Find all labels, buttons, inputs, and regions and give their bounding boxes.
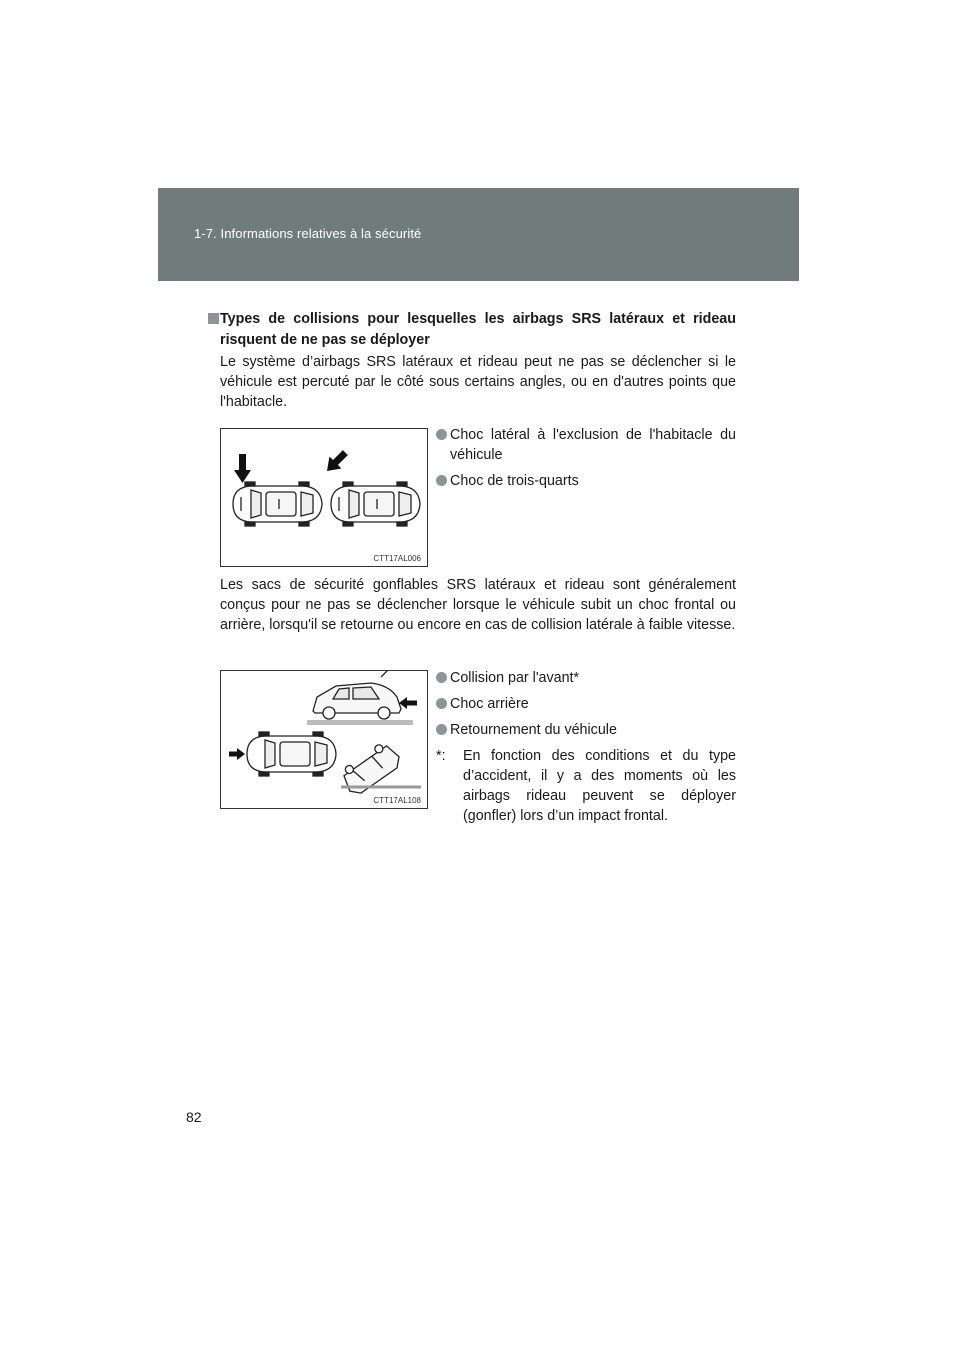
impact-arrow-icon bbox=[229, 748, 245, 760]
ground-strip bbox=[307, 720, 413, 725]
list-item: Choc arrière bbox=[436, 694, 736, 714]
square-bullet-icon bbox=[208, 313, 219, 324]
section-heading-text: Types de collisions pour lesquelles les airbags SRS latéraux et rideau risquent de ne pas se déployer bbox=[220, 311, 736, 348]
section-title: 1-7. Informations relatives à la sécurité bbox=[194, 226, 422, 241]
impact-arrow-icon bbox=[399, 697, 417, 709]
second-paragraph: Les sacs de sécurité gonflables SRS latéraux et rideau sont généralement conçus pour ne pas se déclencher lorsque le véhicule subit un choc frontal ou arrière, lorsqu'il se retourne ou encore en cas de collision latérale à faible vitesse. bbox=[220, 577, 736, 633]
page-number: 82 bbox=[186, 1109, 202, 1125]
footnote-mark: *: bbox=[436, 748, 446, 764]
figure-side-impact bbox=[220, 428, 428, 567]
round-bullet-icon bbox=[436, 672, 447, 683]
car-top-view-icon bbox=[331, 482, 420, 526]
round-bullet-icon bbox=[436, 724, 447, 735]
section-heading bbox=[208, 309, 736, 351]
footnote-text: En fonction des conditions et du type d’accident, il y a des moments où les airbags rideau peuvent se déployer (gonfler) lors d’un impact frontal. bbox=[463, 748, 736, 824]
list-item: Collision par l'avant* bbox=[436, 668, 736, 688]
footnote bbox=[436, 746, 736, 826]
figure-code: CTT17AL006 bbox=[373, 554, 421, 563]
bullet-list-1 bbox=[436, 425, 736, 497]
car-top-view-icon bbox=[247, 732, 336, 776]
side-impact-illustration bbox=[221, 429, 427, 566]
car-side-view-icon bbox=[313, 671, 401, 719]
round-bullet-icon bbox=[436, 429, 447, 440]
impact-arrow-icon bbox=[234, 454, 251, 483]
bullet-list-2 bbox=[436, 668, 736, 826]
round-bullet-icon bbox=[436, 475, 447, 486]
figure-non-deployment-cases bbox=[220, 670, 428, 809]
section-header-band bbox=[158, 188, 799, 281]
impact-arrow-icon bbox=[321, 447, 351, 477]
non-deployment-illustration bbox=[221, 671, 427, 808]
list-item: Choc latéral à l'exclusion de l'habitacle du véhicule bbox=[436, 425, 736, 465]
car-rollover-icon bbox=[337, 739, 403, 798]
car-top-view-icon bbox=[233, 482, 322, 526]
list-item: Choc de trois-quarts bbox=[436, 471, 736, 491]
round-bullet-icon bbox=[436, 698, 447, 709]
intro-paragraph: Le système d’airbags SRS latéraux et rideau peut ne pas se déclencher si le véhicule est percuté par le côté sous certains angles, ou en d'autres points que l'habitacle. bbox=[220, 354, 736, 410]
list-item: Retournement du véhicule bbox=[436, 720, 736, 740]
figure-code: CTT17AL108 bbox=[373, 796, 421, 805]
